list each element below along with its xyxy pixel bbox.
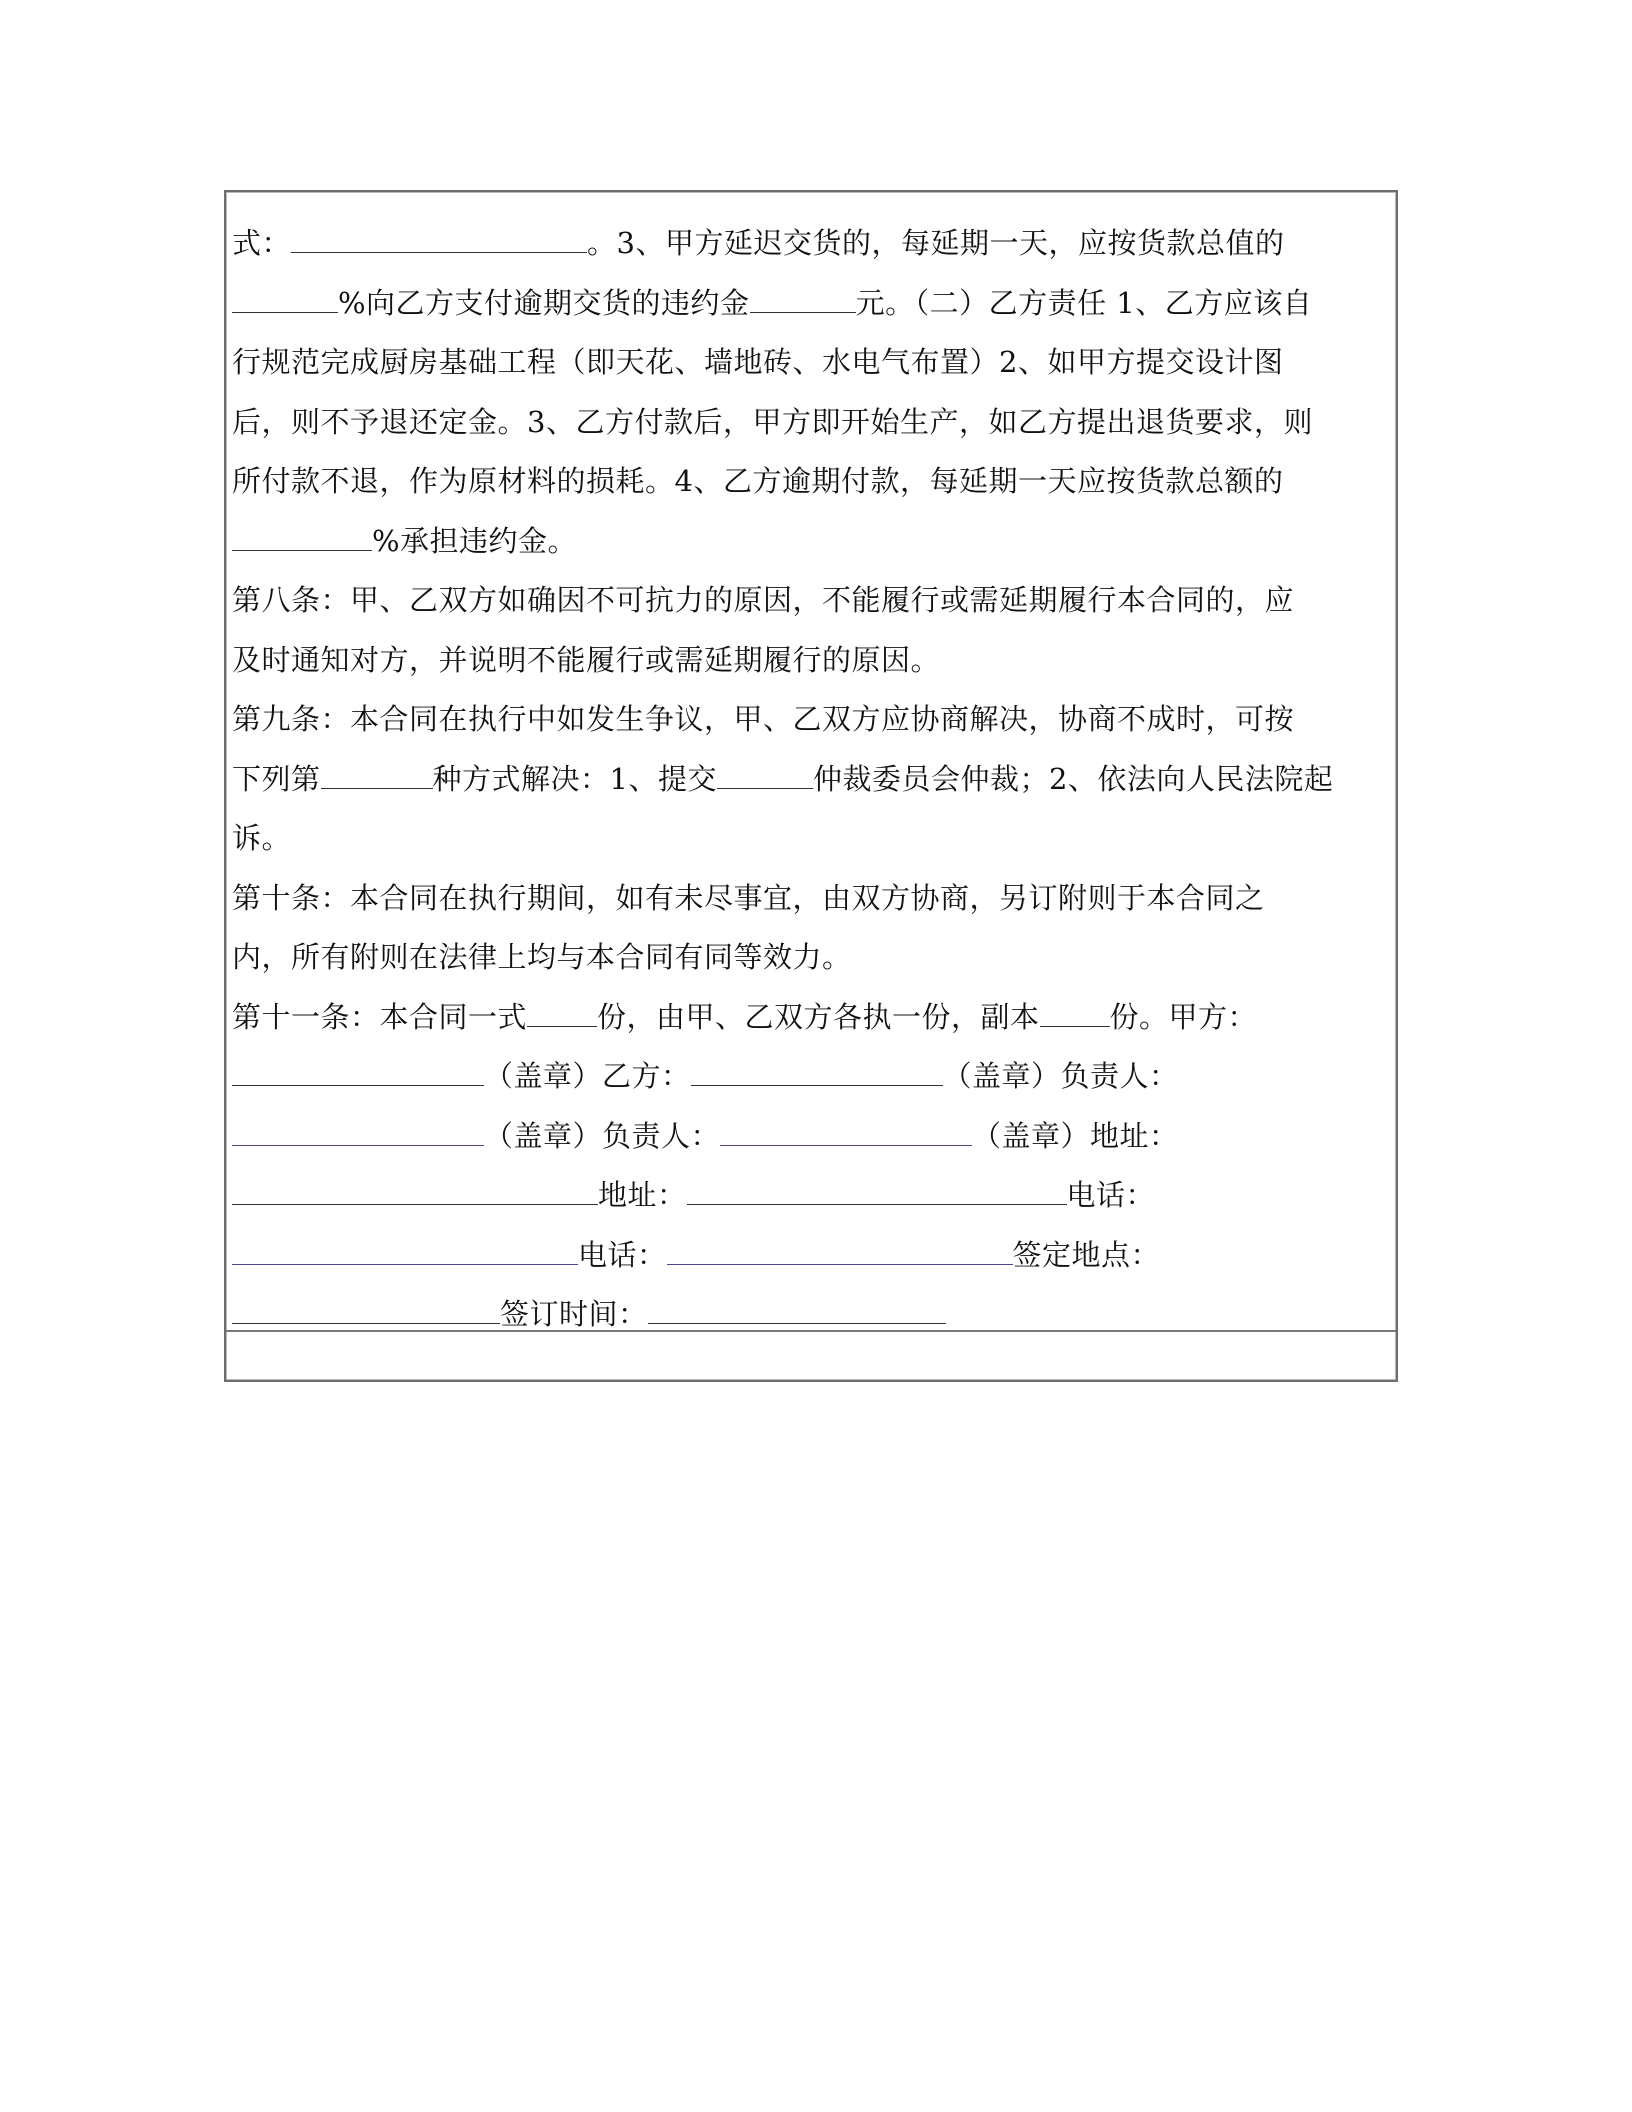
text: 后，则不予退还定金。3、乙方付款后，甲方即开始生产，如乙方提出退货要求，则 [232, 404, 1313, 439]
line-1 [232, 214, 1392, 274]
blank-field [648, 1301, 946, 1324]
text: 所付款不退，作为原材料的损耗。4、乙方逾期付款，每延期一天应按货款总额的 [232, 464, 1284, 498]
text: （盖章）负责人： [942, 1059, 1179, 1093]
text: 第八条：甲、乙双方如确因不可抗力的原因，不能履行或需延期履行本合同的，应 [232, 583, 1295, 617]
line-13 [232, 928, 1392, 988]
text: 式： [232, 226, 292, 260]
line-19 [232, 1285, 1392, 1345]
line-15 [232, 1047, 1392, 1107]
text: （盖章）地址： [972, 1118, 1179, 1153]
line-9 [232, 690, 1392, 750]
text: %向乙方支付逾期交货的违约金 [338, 285, 750, 320]
blank-field [750, 290, 856, 313]
line-3 [232, 333, 1392, 393]
text: 份。甲方： [1109, 999, 1258, 1034]
line-6 [232, 512, 1392, 572]
line-10 [232, 750, 1392, 810]
line-2 [232, 274, 1392, 334]
text: （盖章）乙方： [484, 1059, 691, 1093]
text: 电话： [578, 1237, 667, 1272]
text: 第九条：本合同在执行中如发生争议，甲、乙双方应协商解决，协商不成时，可按 [232, 702, 1295, 736]
blank-field [691, 1063, 943, 1086]
blank-field [232, 1301, 500, 1324]
blank-field [232, 1063, 484, 1086]
line-5 [232, 452, 1392, 512]
blank-field [232, 1182, 598, 1205]
line-14 [232, 988, 1392, 1048]
text: 行规范完成厨房基础工程（即天花、墙地砖、水电气布置）2、如甲方提交设计图 [232, 345, 1284, 379]
text: 元。（二）乙方责任 1、乙方应该自 [855, 285, 1313, 320]
contract-table [224, 190, 1398, 1382]
line-7 [232, 571, 1392, 631]
blank-field [717, 766, 813, 789]
text: 内，所有附则在法律上均与本合同有同等效力。 [232, 940, 852, 974]
blank-field [232, 290, 338, 313]
blank-field [687, 1182, 1067, 1205]
blank-field [291, 230, 587, 253]
text: 种方式解决：1、提交 [432, 761, 717, 796]
text: 仲裁委员会仲裁；2、依法向人民法院起 [812, 761, 1334, 796]
text: 电话： [1066, 1178, 1156, 1212]
line-17 [232, 1166, 1392, 1226]
blank-field [1040, 1004, 1110, 1027]
text: 下列第 [232, 761, 321, 796]
text: %承担违约金。 [372, 523, 578, 558]
line-12 [232, 869, 1392, 929]
text: 。3、甲方延迟交货的，每延期一天，应按货款总值的 [587, 226, 1285, 260]
text: 签订时间： [500, 1297, 648, 1331]
text: 份，由甲、乙双方各执一份，副本 [597, 999, 1040, 1034]
text: 诉。 [232, 821, 292, 855]
blank-field [232, 1242, 578, 1265]
line-4 [232, 393, 1392, 453]
table-row-divider [226, 1330, 1396, 1332]
line-18 [232, 1226, 1392, 1286]
blank-field [232, 1123, 484, 1146]
text: 第十条：本合同在执行期间，如有未尽事宜，由双方协商，另订附则于本合同之 [232, 880, 1265, 915]
blank-field [232, 528, 372, 551]
text: 及时通知对方，并说明不能履行或需延期履行的原因。 [232, 642, 941, 677]
line-16 [232, 1107, 1392, 1167]
blank-field [321, 766, 433, 789]
line-11 [232, 809, 1392, 869]
blank-field [720, 1123, 972, 1146]
text: 第十一条：本合同一式 [232, 999, 528, 1034]
contract-body [232, 214, 1392, 1345]
blank-field [527, 1004, 597, 1027]
text: （盖章）负责人： [484, 1118, 721, 1153]
blank-field [667, 1242, 1013, 1265]
text: 地址： [598, 1178, 687, 1212]
text: 签定地点： [1012, 1237, 1161, 1272]
line-8 [232, 631, 1392, 691]
